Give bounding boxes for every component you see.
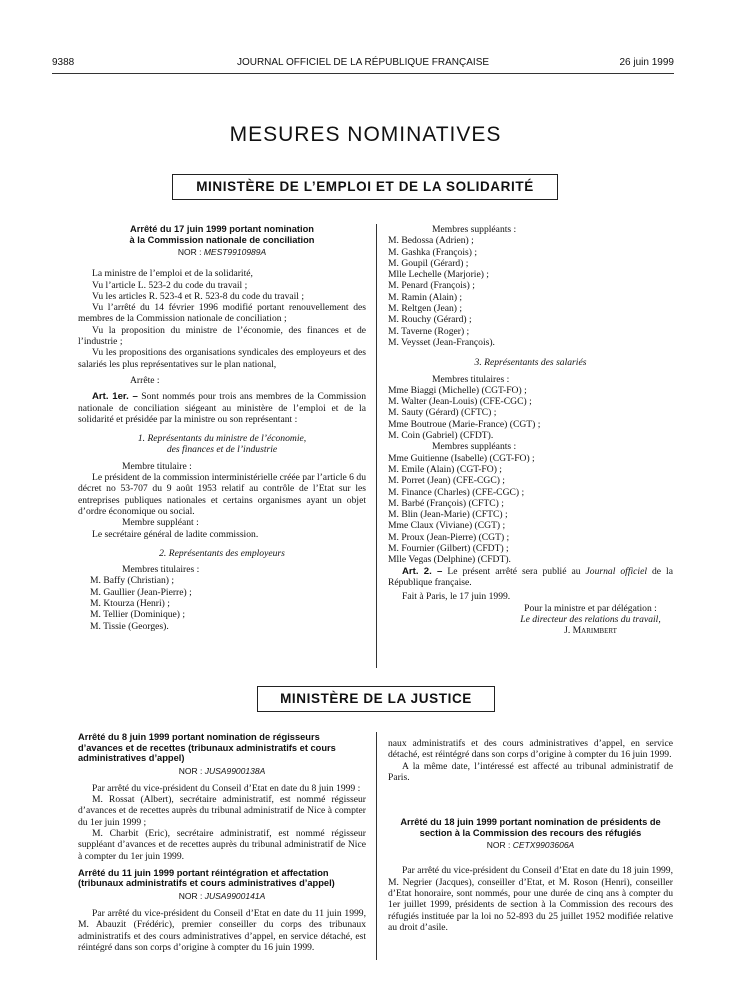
nor-reference: NOR : JUSA9900138A bbox=[178, 765, 266, 776]
column-left-2 bbox=[78, 732, 366, 954]
nor-reference: NOR : MEST9910989A bbox=[177, 247, 267, 257]
paragraph: Vu les propositions des organisations syndicales des employeurs et des salariés les plus représentatives sur le plan national, bbox=[78, 347, 366, 370]
list-item: M. Coin (Gabriel) (CFDT). bbox=[388, 430, 494, 442]
article-title: Arrêté du 11 juin 1999 portant réintégration et affectation (tribunaux administratifs et cours administratives d’appel) bbox=[78, 867, 335, 889]
arrete-label: Arrête : bbox=[130, 374, 160, 386]
column-right-1 bbox=[388, 224, 673, 636]
list-item: M. Tissie (Georges). bbox=[90, 620, 169, 632]
article-title: Arrêté du 17 juin 1999 portant nomination bbox=[130, 224, 314, 234]
list-item: M. Veysset (Jean-François). bbox=[388, 336, 495, 348]
list-item: M. Porret (Jean) (CFE-CGC) ; bbox=[388, 475, 505, 487]
subheading: Membres titulaires : bbox=[122, 564, 200, 576]
subheading: Membres suppléants : bbox=[432, 441, 517, 453]
signature-line: Le directeur des relations du travail, bbox=[520, 613, 661, 625]
running-header bbox=[52, 57, 674, 71]
nor-reference: NOR : JUSA9900141A bbox=[178, 890, 266, 901]
column-left-1 bbox=[78, 224, 366, 632]
article-title: Arrêté du 8 juin 1999 portant nomination de régisseurs d’avances et de recettes (tribunaux administratifs et cours administratives d’appel) bbox=[78, 732, 336, 763]
name-list bbox=[388, 235, 673, 348]
article-title: Arrêté du 18 juin 1999 portant nomination de présidents de section à la Commission des recours des réfugiés bbox=[400, 817, 661, 838]
subheading: Membres suppléants : bbox=[432, 224, 517, 235]
list-item: M. Rouchy (Gérard) ; bbox=[388, 314, 472, 326]
article-title: à la Commission nationale de conciliation bbox=[129, 234, 315, 245]
list-item: M. Gashka (François) ; bbox=[388, 246, 477, 258]
signature-line: Pour la ministre et par délégation : bbox=[524, 602, 657, 614]
name-list bbox=[78, 575, 366, 631]
paragraph: Vu la proposition du ministre de l’économie, des finances et de l’industrie ; bbox=[78, 324, 366, 348]
list-item: Mlle Vegas (Delphine) (CFDT). bbox=[388, 554, 511, 566]
main-title: MESURES NOMINATIVES bbox=[229, 123, 502, 146]
paragraph: Par arrêté du vice-président du Conseil d’Etat en date du 11 juin 1999, M. Abauzit (Frédéric), premier conseiller du corps des tribunaux administratifs et des cours administratives d’appel, en service détaché, est réintégré dans son corps d’origine à compter du 16 juin 1999. bbox=[78, 908, 366, 954]
ministry-heading-justice: MINISTÈRE DE LA JUSTICE bbox=[257, 686, 495, 712]
list-item: M. Ktourza (Henri) ; bbox=[90, 598, 170, 610]
list-item: Mme Guitienne (Isabelle) (CGT-FO) ; bbox=[388, 452, 535, 464]
list-item: M. Ramin (Alain) ; bbox=[388, 291, 463, 303]
list-item: M. Fournier (Gilbert) (CFDT) ; bbox=[388, 543, 509, 555]
list-item: M. Sauty (Gérard) (CFTC) ; bbox=[388, 407, 497, 419]
list-item: M. Walter (Jean-Louis) (CFE-CGC) ; bbox=[388, 396, 532, 408]
section-heading: 1. Représentants du ministre de l’économie, bbox=[137, 433, 307, 445]
section-heading: 2. Représentants des employeurs bbox=[159, 547, 285, 559]
list-item: M. Gaullier (Jean-Pierre) ; bbox=[90, 586, 192, 598]
subheading: Membre suppléant : bbox=[122, 517, 199, 529]
issue-date: 26 juin 1999 bbox=[619, 57, 674, 68]
list-item: M. Blin (Jean-Marie) (CFTC) ; bbox=[388, 509, 508, 521]
paragraph: Le secrétaire général de ladite commission. bbox=[92, 528, 259, 540]
header-rule bbox=[52, 73, 674, 74]
list-item: M. Taverne (Roger) ; bbox=[388, 325, 470, 337]
subheading: Membre titulaire : bbox=[122, 460, 192, 472]
list-item: M. Finance (Charles) (CFE-CGC) ; bbox=[388, 486, 525, 498]
paragraph: Le président de la commission interministérielle créée par l’article 6 du décret no 53-707 du 9 août 1953 relatif au contrôle de l’Etat sur les entreprises publiques nationales et certains organismes ayant un objet d’ordre économique ou social. bbox=[78, 472, 366, 517]
journal-title: JOURNAL OFFICIEL DE LA RÉPUBLIQUE FRANÇAISE bbox=[236, 57, 490, 68]
paragraph: Par arrêté du vice-président du Conseil d’Etat en date du 18 juin 1999, M. Negrier (Jacques), conseiller d’Etat, et M. Roson (Henri), conseiller d’Etat honoraire, sont nommés, pour une durée de cinq ans à compter du 1er juillet 1999, présidents de section à la Commission des recours des réfugiés instituée par la loi no 52-893 du 25 juillet 1952 modifiée relative au droit d’asile. bbox=[388, 865, 673, 933]
list-item: M. Barbé (François) (CFTC) ; bbox=[388, 497, 504, 509]
paragraph: Vu les articles R. 523-4 et R. 523-8 du code du travail ; bbox=[92, 290, 305, 302]
signatory-name: J. Marimbert bbox=[564, 625, 617, 637]
column-divider bbox=[376, 224, 377, 668]
list-item: M. Bedossa (Adrien) ; bbox=[388, 235, 474, 247]
name-list bbox=[388, 385, 673, 441]
list-item: M. Emile (Alain) (CGT-FO) ; bbox=[388, 463, 502, 475]
nor-reference: NOR : CETX9903606A bbox=[486, 840, 575, 851]
ministry-heading-emploi: MINISTÈRE DE L’EMPLOI ET DE LA SOLIDARITÉ bbox=[172, 174, 558, 200]
list-item: Mme Claux (Viviane) (CGT) ; bbox=[388, 520, 506, 532]
page-number: 9388 bbox=[52, 57, 75, 68]
section-heading: des finances et de l’industrie bbox=[166, 444, 278, 456]
list-item: M. Tellier (Dominique) ; bbox=[90, 609, 186, 621]
list-item: Mlle Lechelle (Marjorie) ; bbox=[388, 269, 489, 281]
paragraph: A la même date, l’intéressé est affecté au tribunal administratif de Paris. bbox=[388, 760, 673, 783]
list-item: Mme Biaggi (Michelle) (CGT-FO) ; bbox=[388, 384, 527, 396]
list-item: M. Baffy (Christian) ; bbox=[90, 575, 175, 587]
paragraph-continued: naux administratifs et des cours administratives d’appel, en service détaché, est réintégré dans son corps d’origine à compter du 16 juin 1999. bbox=[388, 738, 673, 761]
article-1: Art. 1er. – Sont nommés pour trois ans membres de la Commission nationale de conciliation siégeant au ministère de l’emploi et de la solidarité et présidée par la ministre ou son représentant : bbox=[78, 391, 367, 425]
column-divider bbox=[376, 732, 377, 960]
subheading: Membres titulaires : bbox=[432, 373, 510, 385]
paragraph: M. Charbit (Eric), secrétaire administratif, est nommé régisseur suppléant d’avances et de recettes auprès du tribunal administratif de Nice à compter du 1er juin 1999. bbox=[78, 827, 366, 862]
paragraph: Vu l’article L. 523-2 du code du travail ; bbox=[92, 279, 248, 291]
column-right-2 bbox=[388, 738, 673, 933]
article-2: Art. 2. – Le présent arrêté sera publié au Journal officiel de la République française. bbox=[388, 565, 673, 588]
paragraph: Vu l’arrêté du 14 février 1996 modifié portant renouvellement des membres de la Commission nationale de conciliation ; bbox=[78, 302, 366, 325]
signature-place-date: Fait à Paris, le 17 juin 1999. bbox=[402, 591, 511, 603]
list-item: Mme Boutroue (Marie-France) (CGT) ; bbox=[388, 418, 541, 430]
paragraph: Par arrêté du vice-président du Conseil d’Etat en date du 8 juin 1999 : bbox=[92, 782, 361, 794]
paragraph: La ministre de l’emploi et de la solidarité, bbox=[92, 268, 253, 280]
list-item: M. Proux (Jean-Pierre) (CGT) ; bbox=[388, 531, 510, 543]
name-list bbox=[388, 453, 673, 566]
list-item: M. Reltgen (Jean) ; bbox=[388, 303, 463, 315]
list-item: M. Penard (François) ; bbox=[388, 280, 475, 292]
list-item: M. Goupil (Gérard) ; bbox=[388, 257, 469, 269]
paragraph: M. Rossat (Albert), secrétaire administratif, est nommé régisseur d’avances et de recettes auprès du tribunal administratif de Nice à compter du 1er juin 1999 ; bbox=[78, 794, 366, 828]
section-heading: 3. Représentants des salariés bbox=[474, 357, 587, 369]
